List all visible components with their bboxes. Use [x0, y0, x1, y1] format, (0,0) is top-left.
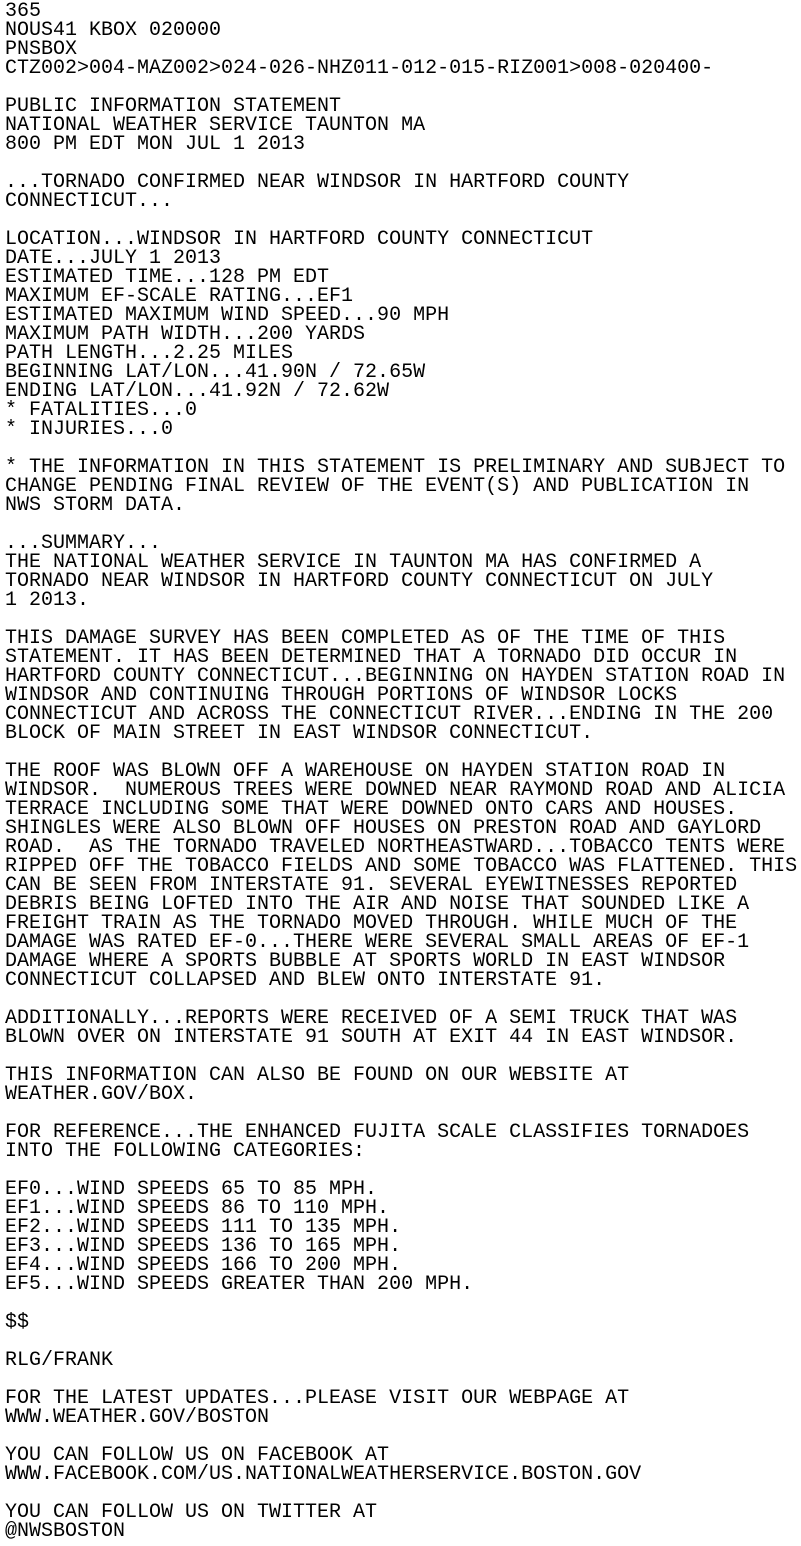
statement-line: EF1...WIND SPEEDS 86 TO 110 MPH. [5, 1197, 390, 1220]
statement-line: EF0...WIND SPEEDS 65 TO 85 MPH. [5, 1178, 378, 1201]
statement-line: ESTIMATED MAXIMUM WIND SPEED...90 MPH [5, 304, 450, 327]
statement-line: WWW.WEATHER.GOV/BOSTON [5, 1406, 270, 1429]
statement-line: ...SUMMARY... [5, 532, 162, 555]
statement-line: PATH LENGTH...2.25 MILES [5, 342, 294, 365]
statement-line: * FATALITIES...0 [5, 399, 198, 422]
statement-line: RIPPED OFF THE TOBACCO FIELDS AND SOME TOBACCO WAS FLATTENED. THIS [5, 855, 798, 878]
statement-line: EF2...WIND SPEEDS 111 TO 135 MPH. [5, 1216, 402, 1239]
statement-line: FOR REFERENCE...THE ENHANCED FUJITA SCALE CLASSIFIES TORNADOES [5, 1121, 750, 1144]
statement-line: YOU CAN FOLLOW US ON FACEBOOK AT [5, 1444, 390, 1467]
statement-line: ROAD. AS THE TORNADO TRAVELED NORTHEASTWARD...TOBACCO TENTS WERE [5, 836, 786, 859]
statement-line: DAMAGE WAS RATED EF-0...THERE WERE SEVERAL SMALL AREAS OF EF-1 [5, 931, 750, 954]
blank-line [5, 1294, 801, 1313]
statement-line: EF3...WIND SPEEDS 136 TO 165 MPH. [5, 1235, 402, 1258]
statement-line: * THE INFORMATION IN THIS STATEMENT IS PRELIMINARY AND SUBJECT TO [5, 456, 786, 479]
statement-line: DAMAGE WHERE A SPORTS BUBBLE AT SPORTS WORLD IN EAST WINDSOR [5, 950, 726, 973]
statement-line: RLG/FRANK [5, 1349, 114, 1372]
statement-line: FOR THE LATEST UPDATES...PLEASE VISIT OUR WEBPAGE AT [5, 1387, 630, 1410]
statement-line: BLOCK OF MAIN STREET IN EAST WINDSOR CONNECTICUT. [5, 722, 594, 745]
statement-line: MAXIMUM PATH WIDTH...200 YARDS [5, 323, 366, 346]
statement-line: NWS STORM DATA. [5, 494, 186, 517]
statement-line: 800 PM EDT MON JUL 1 2013 [5, 133, 306, 156]
statement-line: CTZ002>004-MAZ002>024-026-NHZ011-012-015-RIZ001>008-020400- [5, 57, 714, 80]
statement-line: CAN BE SEEN FROM INTERSTATE 91. SEVERAL EYEWITNESSES REPORTED [5, 874, 738, 897]
statement-line: DEBRIS BEING LOFTED INTO THE AIR AND NOISE THAT SOUNDED LIKE A [5, 893, 750, 916]
statement-line: $$ [5, 1311, 30, 1334]
statement-line: ...TORNADO CONFIRMED NEAR WINDSOR IN HARTFORD COUNTY [5, 171, 630, 194]
statement-line: 365 [5, 0, 42, 23]
statement-line: FREIGHT TRAIN AS THE TORNADO MOVED THROUGH. WHILE MUCH OF THE [5, 912, 738, 935]
statement-line: WINDSOR AND CONTINUING THROUGH PORTIONS OF WINDSOR LOCKS [5, 684, 678, 707]
statement-line: CONNECTICUT COLLAPSED AND BLEW ONTO INTERSTATE 91. [5, 969, 606, 992]
statement-line: THE NATIONAL WEATHER SERVICE IN TAUNTON MA HAS CONFIRMED A [5, 551, 702, 574]
statement-line: TORNADO NEAR WINDSOR IN HARTFORD COUNTY CONNECTICUT ON JULY [5, 570, 714, 593]
statement-line: 1 2013. [5, 589, 90, 612]
statement-line: STATEMENT. IT HAS BEEN DETERMINED THAT A TORNADO DID OCCUR IN [5, 646, 738, 669]
statement-line: @NWSBOSTON [5, 1520, 126, 1543]
statement-line: THIS INFORMATION CAN ALSO BE FOUND ON OUR WEBSITE AT [5, 1064, 630, 1087]
statement-line: INTO THE FOLLOWING CATEGORIES: [5, 1140, 366, 1163]
statement-line: CONNECTICUT AND ACROSS THE CONNECTICUT RIVER...ENDING IN THE 200 [5, 703, 774, 726]
blank-line [5, 1332, 801, 1351]
statement-line: NATIONAL WEATHER SERVICE TAUNTON MA [5, 114, 426, 137]
statement-line: ENDING LAT/LON...41.92N / 72.62W [5, 380, 390, 403]
statement-line: CHANGE PENDING FINAL REVIEW OF THE EVENT(S) AND PUBLICATION IN [5, 475, 750, 498]
statement-line: WWW.FACEBOOK.COM/US.NATIONALWEATHERSERVICE.BOSTON.GOV [5, 1463, 642, 1486]
statement-line: THE ROOF WAS BLOWN OFF A WAREHOUSE ON HAYDEN STATION ROAD IN [5, 760, 726, 783]
statement-line: ESTIMATED TIME...128 PM EDT [5, 266, 330, 289]
statement-line: PNSBOX [5, 38, 78, 61]
statement-line: WEATHER.GOV/BOX. [5, 1083, 198, 1106]
statement-line: EF5...WIND SPEEDS GREATER THAN 200 MPH. [5, 1273, 474, 1296]
statement-line: DATE...JULY 1 2013 [5, 247, 222, 270]
statement-line: THIS DAMAGE SURVEY HAS BEEN COMPLETED AS OF THE TIME OF THIS [5, 627, 726, 650]
statement-line: YOU CAN FOLLOW US ON TWITTER AT [5, 1501, 378, 1524]
statement-line: TERRACE INCLUDING SOME THAT WERE DOWNED ONTO CARS AND HOUSES. [5, 798, 738, 821]
statement-line: NOUS41 KBOX 020000 [5, 19, 222, 42]
statement-line: SHINGLES WERE ALSO BLOWN OFF HOUSES ON PRESTON ROAD AND GAYLORD [5, 817, 762, 840]
statement-line: BEGINNING LAT/LON...41.90N / 72.65W [5, 361, 426, 384]
statement-line: PUBLIC INFORMATION STATEMENT [5, 95, 342, 118]
statement-line: LOCATION...WINDSOR IN HARTFORD COUNTY CONNECTICUT [5, 228, 594, 251]
statement-line: BLOWN OVER ON INTERSTATE 91 SOUTH AT EXIT 44 IN EAST WINDSOR. [5, 1026, 738, 1049]
statement-line: HARTFORD COUNTY CONNECTICUT...BEGINNING ON HAYDEN STATION ROAD IN [5, 665, 786, 688]
statement-line: WINDSOR. NUMEROUS TREES WERE DOWNED NEAR RAYMOND ROAD AND ALICIA [5, 779, 786, 802]
statement-line: MAXIMUM EF-SCALE RATING...EF1 [5, 285, 354, 308]
statement-line: ADDITIONALLY...REPORTS WERE RECEIVED OF A SEMI TRUCK THAT WAS [5, 1007, 738, 1030]
statement-line: EF4...WIND SPEEDS 166 TO 200 MPH. [5, 1254, 402, 1277]
statement-line: * INJURIES...0 [5, 418, 174, 441]
statement-line: CONNECTICUT... [5, 190, 174, 213]
